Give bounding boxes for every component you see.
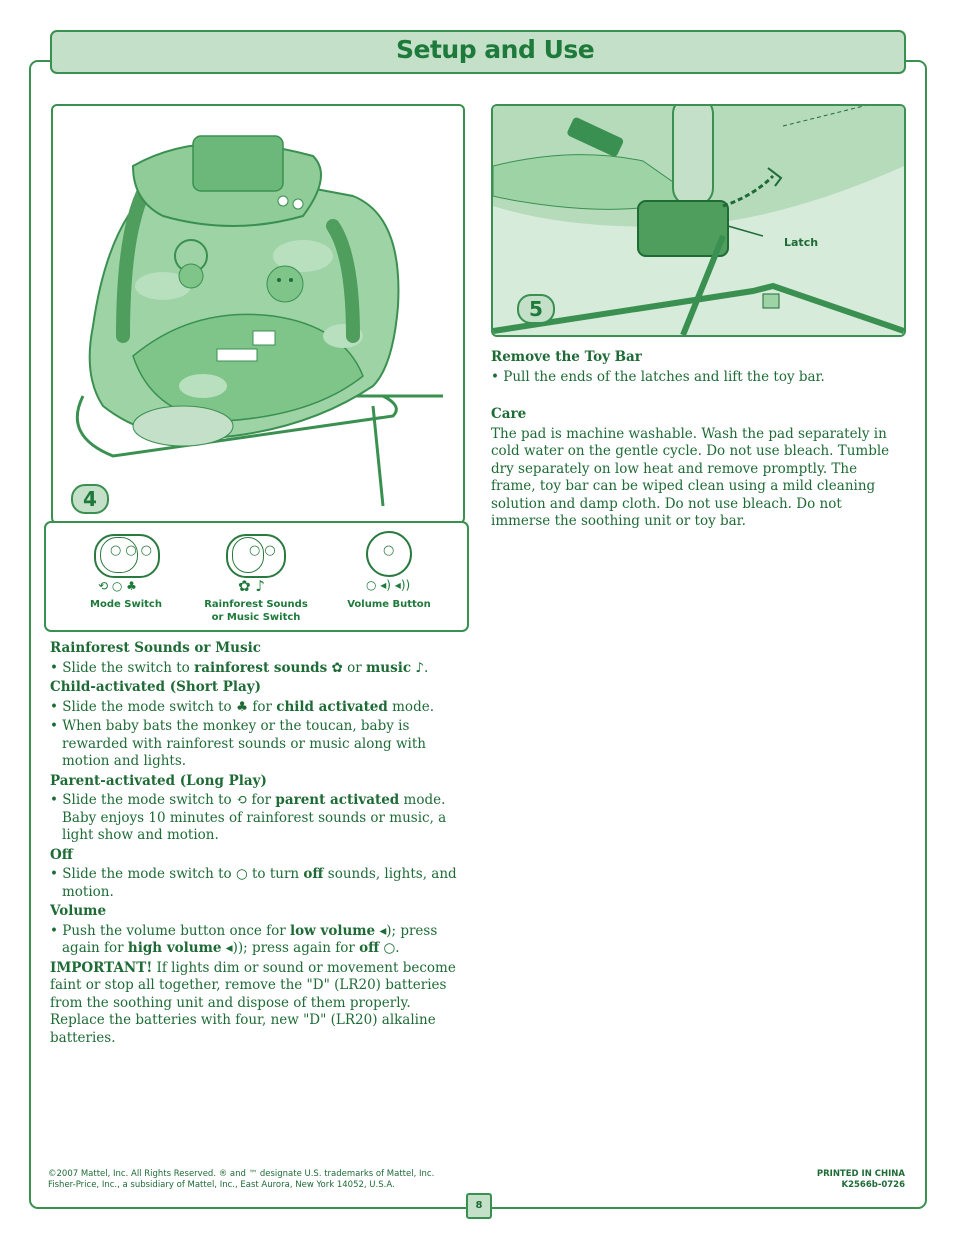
remove-toy-bar-bullet: • Pull the ends of the latches and lift the toy bar. — [491, 368, 825, 385]
leaf-note-icon: ✿ ♪ — [238, 577, 265, 595]
low-volume-bold: low volume — [290, 922, 376, 939]
volume-bullet-pre: • Push the volume button once for — [50, 922, 291, 939]
important-label: IMPORTANT! — [50, 959, 153, 976]
volume-bullet-mid2: ; press again for — [243, 940, 360, 956]
child-activated-bold: child activated — [276, 698, 388, 715]
controls-panel — [44, 521, 469, 632]
remove-toy-bar-heading: Remove the Toy Bar — [491, 349, 642, 365]
important-text: If lights dim or sound or movement become faint or stop all together, remove the "D" (LR20) batteries from the soothing unit and dispose of them properly. Replace the batteries with four, new "D" (LR20) alkaline batteries. — [50, 959, 456, 1046]
rainforest-bullet — [50, 660, 460, 678]
volume-bullet — [50, 923, 460, 958]
rainforest-bullet-end: . — [423, 659, 429, 676]
volume-button-label: Volume Button — [347, 599, 431, 610]
print-info — [700, 1169, 905, 1191]
parent-bullet-end: mode. Baby enjoys 10 minutes of rainforest sounds or music, a light show and motion. — [62, 792, 447, 843]
copyright-line-1: ©2007 Mattel, Inc. All Rights Reserved. ® and ™ designate U.S. trademarks of Mattel, Inc. — [48, 1169, 435, 1179]
care-heading: Care — [491, 406, 527, 422]
off-bullet-pre: • Slide the mode switch to — [50, 866, 236, 882]
music-note-icon: ♪ — [415, 659, 424, 676]
figure-4-number: 4 — [71, 484, 109, 514]
mode-switch-dots-icon: ○○○ — [110, 543, 157, 558]
parent-activated-bold: parent activated — [275, 792, 400, 808]
child-activated-heading: Child-activated (Short Play) — [50, 679, 262, 695]
product-code: K2566b-0726 — [841, 1180, 905, 1190]
copyright-line-2: Fisher-Price, Inc., a subsidiary of Mattel, Inc., East Aurora, New York 14052, U.S.A. — [48, 1180, 395, 1190]
parent-bullet-pre: • Slide the mode switch to — [50, 792, 236, 808]
figure-5-latch-detail — [491, 104, 906, 337]
parent-mode-icon: ⟲ — [235, 792, 248, 808]
sounds-switch-label — [196, 598, 316, 624]
title-bar — [50, 30, 906, 74]
off-circle-icon: ○ — [235, 866, 248, 882]
volume-button-dot-icon: ○ — [383, 543, 395, 558]
rainforest-bullet-mid: or — [342, 659, 366, 676]
printed-in-china: PRINTED IN CHINA — [816, 1169, 905, 1179]
low-volume-icon: ◂) — [379, 922, 392, 939]
sounds-switch-label-line2: or Music Switch — [211, 612, 301, 623]
child-bullet-pre: • Slide the mode switch to — [50, 698, 236, 715]
page-number: 8 — [466, 1193, 492, 1219]
leaf-icon: ✿ — [331, 659, 343, 676]
copyright — [48, 1169, 548, 1191]
volume-symbols-icon: ○ ◂) ◂)) — [366, 578, 411, 592]
parent-bullet-mid: for — [247, 792, 276, 808]
child-bullet-mid: for — [248, 698, 277, 715]
sounds-switch-label-line1: Rainforest Sounds — [204, 599, 308, 610]
child-activated-bullet — [50, 699, 460, 717]
latch-label: Latch — [784, 236, 819, 249]
off-bullet — [50, 866, 460, 901]
important-note — [50, 960, 460, 1048]
parent-activated-heading: Parent-activated (Long Play) — [50, 772, 267, 789]
off-heading: Off — [50, 846, 73, 863]
high-volume-bold: high volume — [127, 940, 222, 956]
volume-heading: Volume — [50, 903, 107, 919]
child-activated-bullet-2: • When baby bats the monkey or the toucan, baby is rewarded with rainforest sounds or music along with motion and lights. — [50, 718, 426, 769]
figure-4-bouncer — [51, 104, 465, 524]
off-bullet-mid: to turn — [247, 866, 304, 882]
care-text: The pad is machine washable. Wash the pad separately in cold water on the gentle cycle. Do not use bleach. Tumble dry separately on low heat and remove promptly. The frame, toy bar can be wiped clean using a mild cleaning solution and damp cloth. Do not use bleach. Do not immerse the soothing unit or toy bar. — [491, 425, 890, 529]
off-bold: off — [303, 866, 324, 882]
figure-5-number: 5 — [517, 294, 555, 324]
sounds-switch-dots-icon: ○○ — [249, 543, 280, 558]
music-bold: music — [366, 659, 412, 676]
left-column-text — [50, 640, 460, 1047]
mode-switch-label: Mode Switch — [90, 599, 162, 610]
off-bullet-end: sounds, lights, and motion. — [62, 866, 457, 900]
bouncer-illustration — [53, 106, 463, 522]
rainforest-sounds-bold: rainforest sounds — [194, 659, 328, 676]
child-bullet-end: mode. — [387, 698, 434, 715]
rainforest-heading: Rainforest Sounds or Music — [50, 640, 261, 656]
right-column-text — [491, 349, 903, 531]
child-mode-icon: ♣ — [235, 698, 249, 715]
volume-bullet-mid1: ; press again for — [62, 922, 438, 956]
page-title: Setup and Use — [396, 35, 595, 64]
parent-activated-bullet — [50, 792, 460, 845]
mode-symbols-icon: ⟲ ○ ♣ — [98, 579, 137, 593]
rainforest-bullet-pre: • Slide the switch to — [50, 659, 195, 676]
volume-off-icon: ○ — [383, 940, 396, 956]
high-volume-icon: ◂)) — [225, 940, 244, 956]
volume-off-bold: off — [359, 940, 380, 956]
volume-bullet-end: . — [395, 940, 400, 956]
latch-illustration — [493, 106, 904, 335]
